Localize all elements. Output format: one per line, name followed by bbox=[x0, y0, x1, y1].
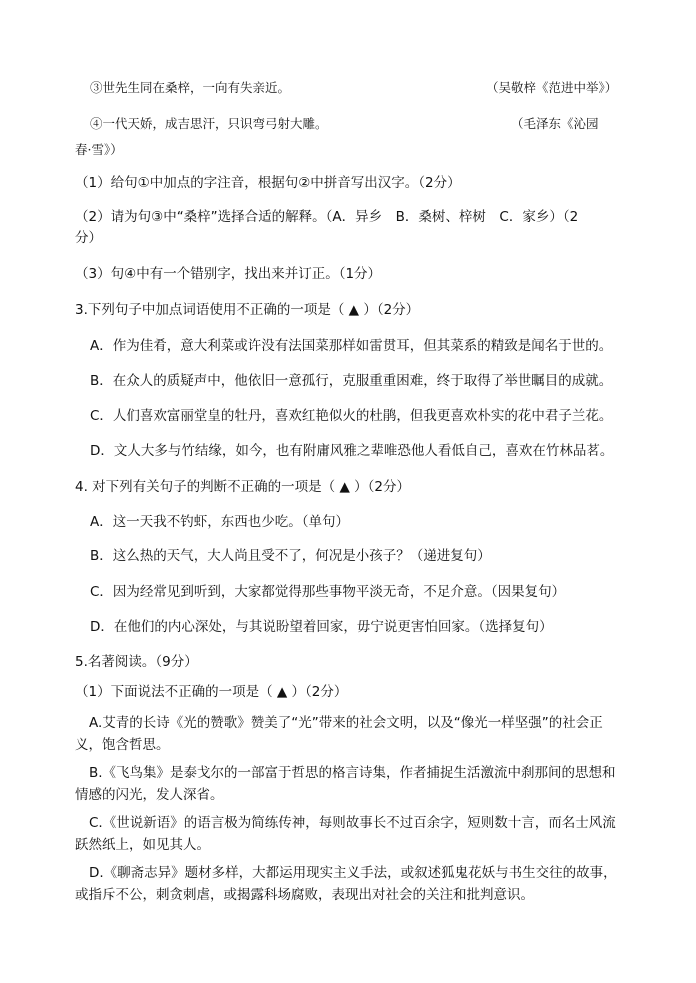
q5-option-b: B.《飞鸟集》是泰戈尔的一部富于哲思的格言诗集，作者捕捉生活激流中刹那间的思想和情感的闪光，发人深省。 bbox=[75, 765, 616, 803]
q4-option-a: A．这一天我不钓虾，东西也少吃。（单句） bbox=[90, 514, 349, 530]
q3-option-a: A．作为佳肴，意大利菜或许没有法国菜那样如雷贯耳，但其菜系的精致是闻名于世的。 bbox=[90, 338, 613, 354]
q5-option-c: C.《世说新语》的语言极为简练传神，每则故事长不过百余字，短则数十言，而名士风流跃然纸上，如见其人。 bbox=[75, 815, 616, 853]
q4-option-b: B．这么热的天气，大人尚且受不了，何况是小孩子？（递进复句） bbox=[90, 548, 491, 564]
q2-sub3: （3）句④中有一个错别字，找出来并订正。（1分） bbox=[75, 266, 382, 282]
q3-stem: 3.下列句子中加点词语使用不正确的一项是（ ▲ ）（2分） bbox=[75, 302, 420, 318]
q4-option-d: D．在他们的内心深处，与其说盼望着回家，毋宁说更害怕回家。（选择复句） bbox=[90, 619, 553, 635]
q5-option-d: D.《聊斋志异》题材多样，大都运用现实主义手法，或叙述狐鬼花妖与书生交往的故事，或指斥不公，刺贪刺虐，或揭露科场腐败，表现出对社会的关注和批判意识。 bbox=[75, 865, 617, 903]
q3-option-c: C．人们喜欢富丽堂皇的牡丹，喜欢红艳似火的杜鹃，但我更喜欢朴实的花中君子兰花。 bbox=[90, 408, 613, 424]
quote-3-source: （吴敬梓《范进中举》） bbox=[486, 80, 618, 95]
q3-option-b: B．在众人的质疑声中，他依旧一意孤行，克服重重困难，终于取得了举世瞩目的成就。 bbox=[90, 373, 613, 389]
q2-sub2-line2: 分） bbox=[75, 230, 102, 246]
q2-sub1: （1）给句①中加点的字注音，根据句②中拼音写出汉字。（2分） bbox=[75, 175, 461, 191]
q4-stem: 4. 对下列有关句子的判断不正确的一项是（ ▲ ）（2分） bbox=[75, 479, 410, 495]
q3-option-d: D．文人大多与竹结缘，如今，也有附庸风雅之辈唯恐他人看低自己，喜欢在竹林品茗。 bbox=[90, 443, 614, 459]
quote-4-source-cont: 春·雪》） bbox=[75, 142, 123, 157]
q5-option-a: A.艾青的长诗《光的赞歌》赞美了“光”带来的社会文明，以及“像光一样坚强”的社会正义，饱含哲思。 bbox=[75, 715, 603, 753]
q2-sub2-line1: （2）请为句③中“桑梓”选择合适的解释。（A．异乡 B．桑树、梓树 C．家乡）（2 bbox=[75, 209, 579, 225]
q5-sub1: （1）下面说法不正确的一项是（ ▲ ）（2分） bbox=[75, 684, 348, 700]
q4-option-c: C．因为经常见到听到，大家都觉得那些事物平淡无奇，不足介意。（因果复句） bbox=[90, 584, 566, 600]
quote-4-text: ④一代天娇，成吉思汗，只识弯弓射大雕。 bbox=[90, 116, 328, 131]
quote-3-text: ③世先生同在桑梓，一向有失亲近。 bbox=[90, 80, 291, 95]
quote-4-source: （毛泽东《沁园 bbox=[511, 116, 599, 131]
q5-stem: 5.名著阅读。（9分） bbox=[75, 654, 198, 670]
